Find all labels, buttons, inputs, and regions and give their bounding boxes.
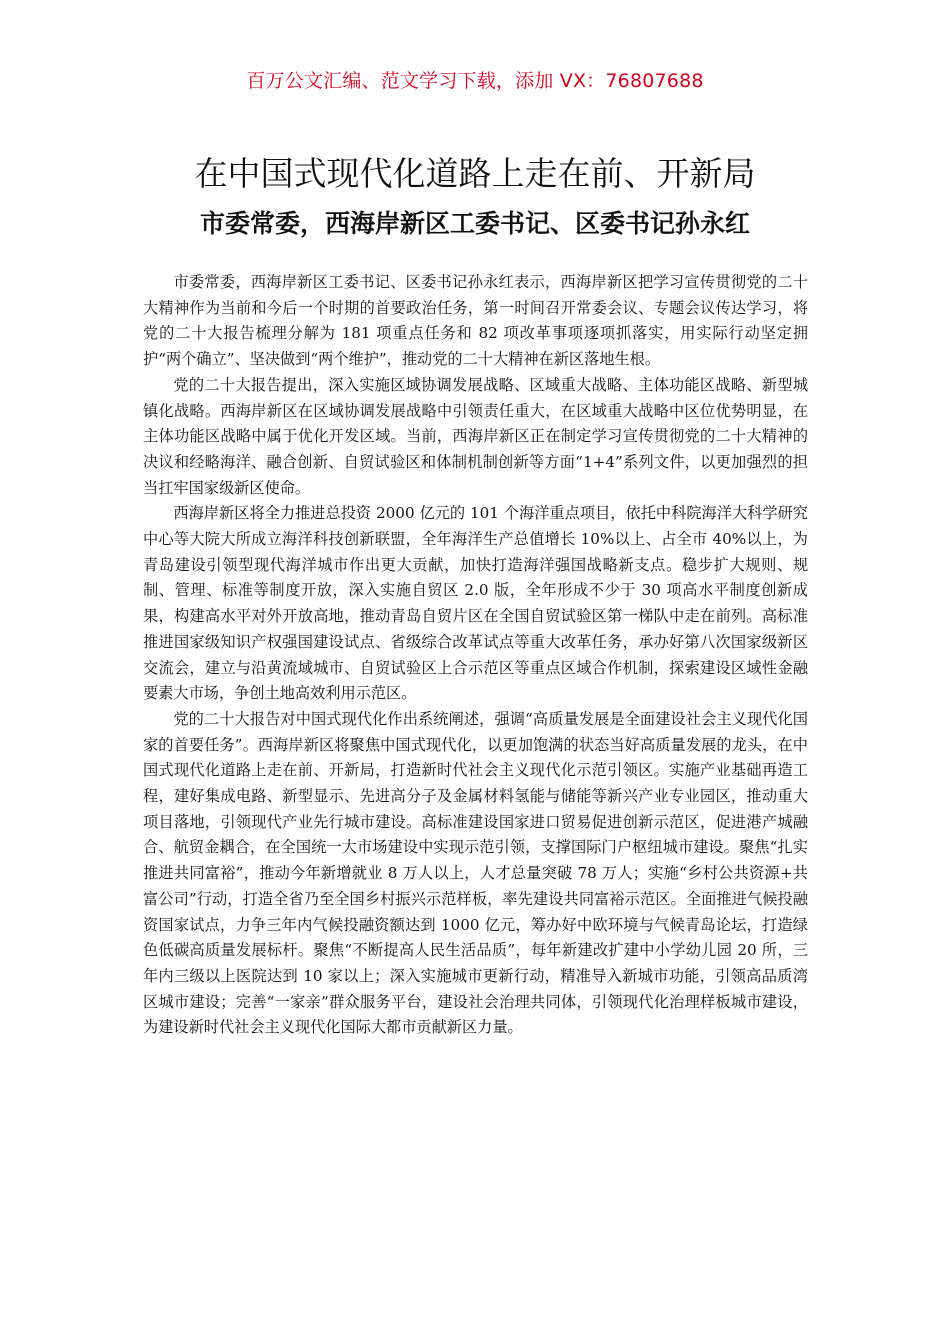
paragraph-3: 西海岸新区将全力推进总投资 2000 亿元的 101 个海洋重点项目，依托中科院海洋大科学研究中心等大院大所成立海洋科技创新联盟，全年海洋生产总值增长 10%以上、占全市 40%以上，为青岛建设引领型现代海洋城市作出更大贡献，加快打造海洋强国战略新支点。稳步扩大规则、规制、管理、标准等制度开放，深入实施自贸区 2.0 版，全年形成不少于 30 项高水平制度创新成果，构建高水平对外开放高地，推动青岛自贸片区在全国自贸试验区第一梯队中走在前列。高标准推进国家级知识产权强国建设试点、省级综合改革试点等重大改革任务，承办好第八次国家级新区交流会，建立与沿黄流域城市、自贸试验区上合示范区等重点区域合作机制，探索建设区域性金融要素大市场，争创土地高效利用示范区。 bbox=[143, 504, 808, 703]
article-body bbox=[143, 270, 808, 1041]
paragraph-2: 党的二十大报告提出，深入实施区域协调发展战略、区域重大战略、主体功能区战略、新型城镇化战略。西海岸新区在区域协调发展战略中引领责任重大，在区域重大战略中区位优势明显，在主体功能区战略中属于优化开发区域。当前，西海岸新区正在制定学习宣传贯彻党的二十大精神的决议和经略海洋、融合创新、自贸试验区和体制机制创新等方面“1+4”系列文件，以更加强烈的担当扛牢国家级新区使命。 bbox=[143, 375, 808, 497]
article-title: 在中国式现代化道路上走在前、开新局 bbox=[194, 154, 756, 193]
paragraph-1: 市委常委，西海岸新区工委书记、区委书记孙永红表示，西海岸新区把学习宣传贯彻党的二十大精神作为当前和今后一个时期的首要政治任务，第一时间召开常委会议、专题会议传达学习，将党的二十大报告梳理分解为 181 项重点任务和 82 项改革事项逐项抓落实，用实际行动坚定拥护“两个确立”、坚决做到“两个维护”，推动党的二十大精神在新区落地生根。 bbox=[143, 273, 808, 369]
article-subtitle: 市委常委，西海岸新区工委书记、区委书记孙永红 bbox=[199, 209, 750, 238]
paragraph-4: 党的二十大报告对中国式现代化作出系统阐述，强调“高质量发展是全面建设社会主义现代化国家的首要任务”。西海岸新区将聚焦中国式现代化，以更加饱满的状态当好高质量发展的龙头，在中国式现代化道路上走在前、开新局，打造新时代社会主义现代化示范引领区。实施产业基础再造工程，建好集成电路、新型显示、先进高分子及金属材料氢能与储能等新兴产业专业园区，推动重大项目落地，引领现代产业先行城市建设。高标准建设国家进口贸易促进创新示范区，促进港产城融合、航贸金耦合，在全国统一大市场建设中实现示范引领，支撑国际门户枢纽城市建设。聚焦“扎实推进共同富裕”，推动今年新增就业 8 万人以上，人才总量突破 78 万人；实施“乡村公共资源+共富公司”行动，打造全省乃至全国乡村振兴示范样板，率先建设共同富裕示范区。全面推进气候投融资国家试点，力争三年内气候投融资额达到 1000 亿元，筹办好中欧环境与气候青岛论坛，打造绿色低碳高质量发展标杆。聚焦“不断提高人民生活品质”，每年新建改扩建中小学幼儿园 20 所，三年内三级以上医院达到 10 家以上；深入实施城市更新行动，精准导入新城市功能，引领高品质湾区城市建设；完善“一家亲”群众服务平台，建设社会治理共同体，引领现代化治理样板城市建设，为建设新时代社会主义现代化国际大都市贡献新区力量。 bbox=[143, 709, 808, 1037]
header-notice: 百万公文汇编、范文学习下载，添加 VX：76807688 bbox=[246, 70, 704, 92]
